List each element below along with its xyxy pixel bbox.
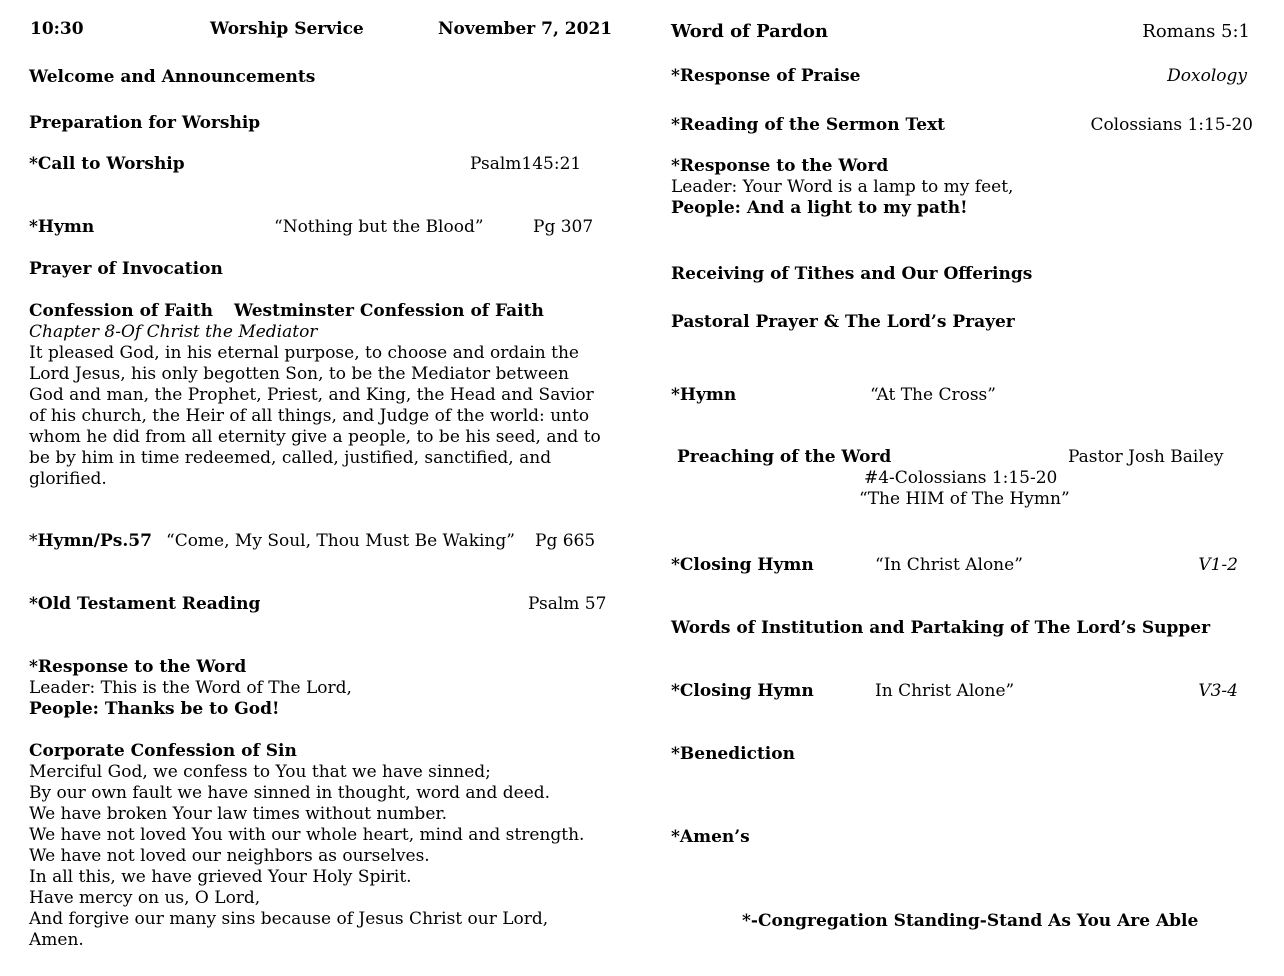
benediction-heading: *Benediction (671, 744, 795, 764)
pastoral-prayer-heading: Pastoral Prayer & The Lord’s Prayer (671, 312, 1015, 332)
text-line: glorified. (29, 469, 107, 489)
praise-ref: Doxology (1167, 66, 1247, 86)
hymn2-label-text: Hymn/Ps.57 (37, 531, 152, 551)
hymn1-title: “Nothing but the Blood” (274, 217, 484, 237)
response2-people: People: And a light to my path! (671, 198, 968, 218)
preaching-title: “The HIM of The Hymn” (859, 489, 1070, 509)
confession-sin-text (29, 762, 584, 951)
closing-hymn2-title: In Christ Alone” (875, 681, 1015, 701)
call-to-worship-ref: Psalm145:21 (470, 154, 582, 174)
response2-label: *Response to the Word (671, 156, 889, 176)
text-line: Lord Jesus, his only begotten Son, to be the Mediator between (29, 364, 569, 384)
preaching-pastor: Pastor Josh Bailey (1068, 447, 1224, 467)
sermon-text-ref: Colossians 1:15-20 (1090, 115, 1253, 135)
hymn3-label: *Hymn (671, 385, 737, 405)
closing-hymn1-title: “In Christ Alone” (875, 555, 1023, 575)
text-line: be by him in time redeemed, called, justified, sanctified, and (29, 448, 552, 468)
sermon-text-label: *Reading of the Sermon Text (671, 115, 946, 135)
preparation-heading: Preparation for Worship (29, 113, 261, 133)
service-title: Worship Service (210, 19, 364, 39)
closing-hymn1-label: *Closing Hymn (671, 555, 814, 575)
response1-leader: Leader: This is the Word of The Lord, (29, 678, 352, 698)
pardon-ref: Romans 5:1 (1142, 21, 1250, 42)
closing-hymn2-label: *Closing Hymn (671, 681, 814, 701)
standing-marker: * (29, 531, 38, 551)
institution-heading: Words of Institution and Partaking of The Lord’s Supper (671, 618, 1211, 638)
text-line: of his church, the Heir of all things, and Judge of the world: unto (29, 406, 590, 426)
text-line: In all this, we have grieved Your Holy Spirit. (29, 867, 412, 887)
ot-reading-label: *Old Testament Reading (29, 594, 261, 614)
ot-reading-ref: Psalm 57 (528, 594, 607, 614)
closing-hymn2-verses: V3-4 (1198, 681, 1238, 701)
hymn3-title: “At The Cross” (870, 385, 996, 405)
text-line: By our own fault we have sinned in thought, word and deed. (29, 783, 551, 803)
service-time: 10:30 (30, 19, 84, 39)
amens-heading: *Amen’s (671, 827, 750, 847)
text-line: We have not loved our neighbors as ourselves. (29, 846, 430, 866)
welcome-heading: Welcome and Announcements (29, 67, 316, 87)
text-line: We have broken Your law times without number. (29, 804, 448, 824)
text-line: Have mercy on us, O Lord, (29, 888, 261, 908)
confession-faith-source: Westminster Confession of Faith (234, 301, 544, 321)
response2-leader: Leader: Your Word is a lamp to my feet, (671, 177, 1014, 197)
preaching-label: Preaching of the Word (677, 447, 892, 467)
text-line: It pleased God, in his eternal purpose, to choose and ordain the (29, 343, 579, 363)
hymn1-page: Pg 307 (533, 217, 594, 237)
praise-label: *Response of Praise (671, 66, 861, 86)
confession-faith-chapter: Chapter 8-Of Christ the Mediator (29, 322, 318, 342)
text-line: Amen. (29, 930, 84, 950)
prayer-invocation-heading: Prayer of Invocation (29, 259, 223, 279)
pardon-label: Word of Pardon (671, 21, 828, 42)
hymn2-title: “Come, My Soul, Thou Must Be Waking” (166, 531, 515, 551)
call-to-worship-label: *Call to Worship (29, 154, 185, 174)
preaching-series: #4-Colossians 1:15-20 (864, 468, 1058, 488)
standing-footnote: *-Congregation Standing-Stand As You Are Able (742, 911, 1199, 931)
hymn2-page: Pg 665 (535, 531, 596, 551)
hymn2-label (29, 531, 152, 552)
hymn1-label: *Hymn (29, 217, 95, 237)
response1-people: People: Thanks be to God! (29, 699, 280, 719)
text-line: We have not loved You with our whole heart, mind and strength. (29, 825, 585, 845)
service-date: November 7, 2021 (438, 19, 613, 39)
response1-label: *Response to the Word (29, 657, 247, 677)
text-line: whom he did from all eternity give a people, to be his seed, and to (29, 427, 601, 447)
confession-sin-label: Corporate Confession of Sin (29, 741, 297, 761)
text-line: Merciful God, we confess to You that we have sinned; (29, 762, 491, 782)
confession-faith-text (29, 343, 601, 490)
text-line: And forgive our many sins because of Jesus Christ our Lord, (29, 909, 549, 929)
closing-hymn1-verses: V1-2 (1198, 555, 1238, 575)
tithes-heading: Receiving of Tithes and Our Offerings (671, 264, 1033, 284)
text-line: God and man, the Prophet, Priest, and King, the Head and Savior (29, 385, 594, 405)
confession-faith-label: Confession of Faith (29, 301, 213, 321)
